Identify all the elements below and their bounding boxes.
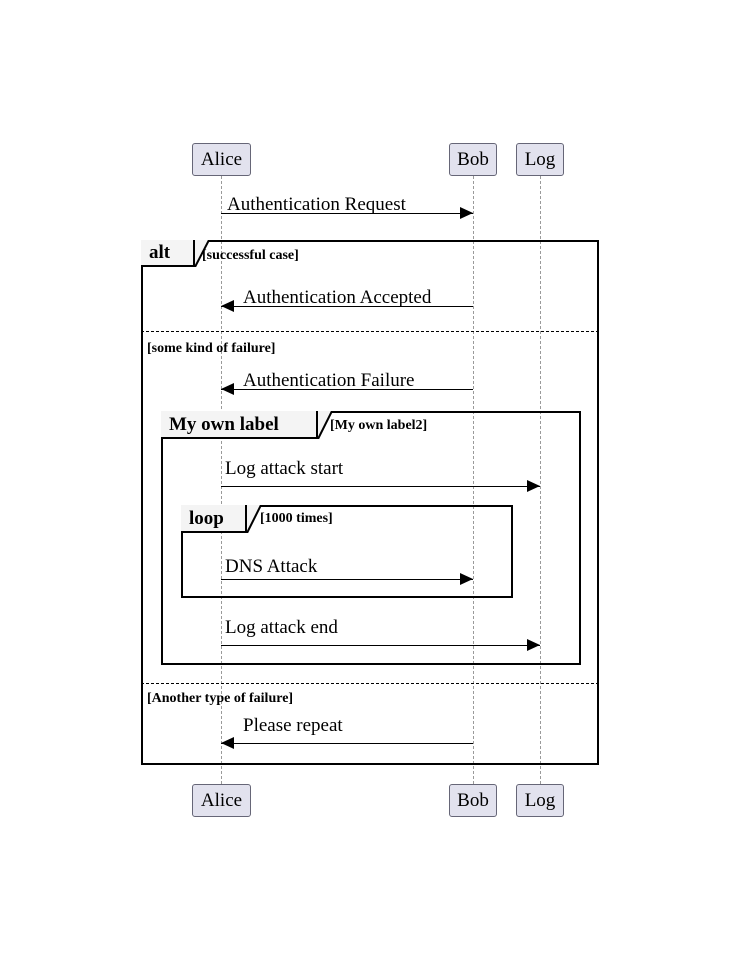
- message-line-authentication-accepted: [221, 306, 473, 307]
- fragment-alt-tag: [141, 240, 195, 267]
- participant-alice-bottom[interactable]: [192, 784, 251, 817]
- fragment-my-own-label-condition-1: [My own label2]: [330, 418, 428, 433]
- message-line-dns-attack: [221, 579, 473, 580]
- message-label-dns-attack: DNS Attack: [225, 556, 318, 577]
- message-line-authentication-failure: [221, 389, 473, 390]
- fragment-alt-divider-1: [141, 331, 599, 332]
- participant-log-bottom[interactable]: [516, 784, 564, 817]
- message-line-log-attack-end: [221, 645, 540, 646]
- message-label-please-repeat: Please repeat: [243, 715, 343, 736]
- participant-bob-top[interactable]: [449, 143, 497, 176]
- fragment-alt-condition-1: [successful case]: [202, 248, 299, 263]
- participant-label: Alice: [200, 790, 243, 811]
- fragment-alt-condition-3: [Another type of failure]: [147, 691, 294, 706]
- participant-log-top[interactable]: [516, 143, 564, 176]
- participant-label: Bob: [457, 790, 489, 811]
- message-line-log-attack-start: [221, 486, 540, 487]
- fragment-alt-condition-2: [some kind of failure]: [147, 341, 276, 356]
- message-line-authentication-request: [221, 213, 473, 214]
- arrow-head-right: [460, 207, 473, 219]
- participant-label: Log: [524, 149, 556, 170]
- arrow-head-left: [221, 300, 234, 312]
- fragment-my-own-label-tag: [161, 411, 318, 439]
- participant-bob-bottom[interactable]: [449, 784, 497, 817]
- participant-label: Log: [524, 790, 556, 811]
- participant-label: Alice: [200, 149, 243, 170]
- message-label-log-attack-start: Log attack start: [225, 458, 344, 479]
- fragment-tag-label: loop: [189, 507, 224, 529]
- message-label-authentication-request: Authentication Request: [227, 194, 406, 215]
- participant-label: Bob: [457, 149, 489, 170]
- message-line-please-repeat: [221, 743, 473, 744]
- fragment-loop-tag: [181, 505, 247, 533]
- arrow-head-left: [221, 737, 234, 749]
- message-label-log-attack-end: Log attack end: [225, 617, 338, 638]
- arrow-head-left: [221, 383, 234, 395]
- fragment-tag-label: alt: [149, 242, 171, 263]
- message-label-authentication-failure: Authentication Failure: [243, 370, 415, 391]
- fragment-alt-divider-2: [141, 683, 599, 684]
- arrow-head-right: [527, 639, 540, 651]
- fragment-loop-condition-1: [1000 times]: [260, 511, 333, 526]
- arrow-head-right: [460, 573, 473, 585]
- fragment-tag-label: My own label: [169, 413, 279, 435]
- participant-alice-top[interactable]: [192, 143, 251, 176]
- message-label-authentication-accepted: Authentication Accepted: [243, 287, 432, 308]
- arrow-head-right: [527, 480, 540, 492]
